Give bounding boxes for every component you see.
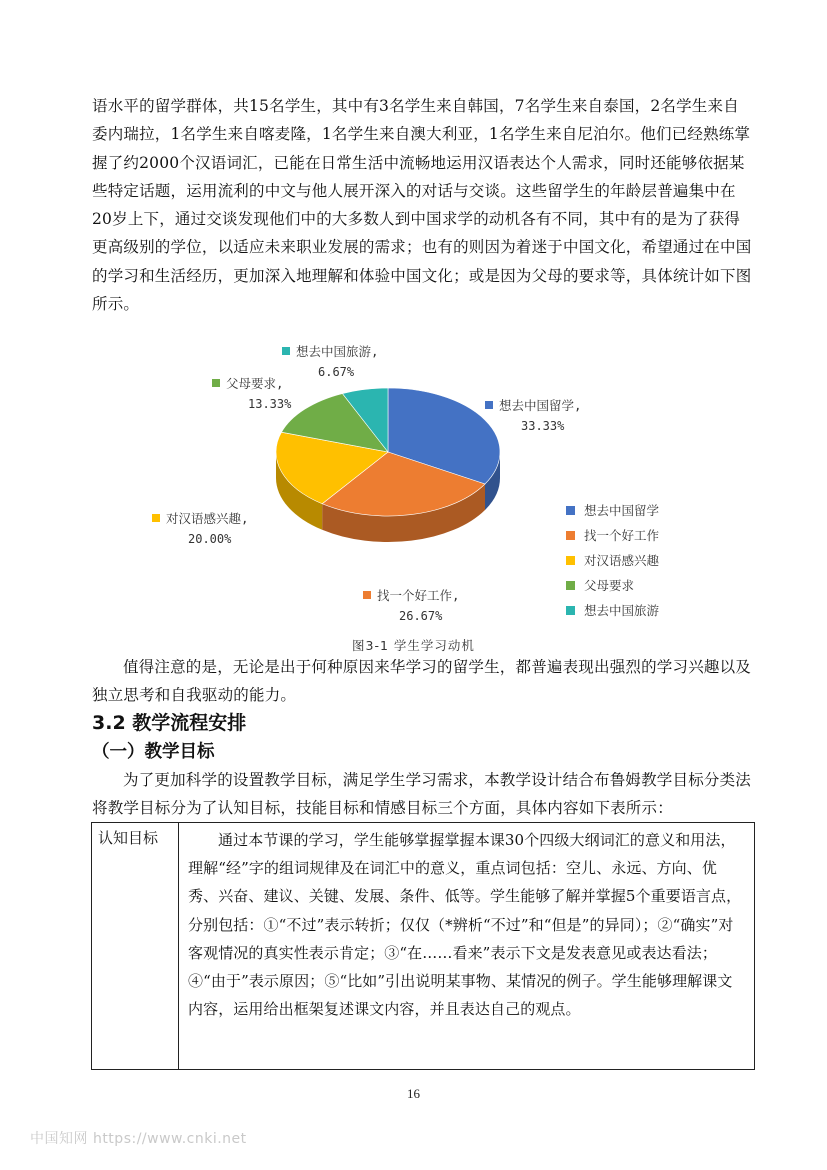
label-swatch-3: [212, 379, 220, 387]
slice-value-1: 26.67%: [399, 609, 443, 623]
slice-label-4: 想去中国旅游,: [296, 344, 379, 359]
chart-caption: 图3-1 学生学习动机: [352, 638, 475, 653]
legend-label-3: 父母要求: [584, 578, 635, 593]
legend-swatch-1: [566, 531, 575, 540]
legend-swatch-3: [566, 581, 575, 590]
page-number: 16: [407, 1086, 420, 1101]
label-swatch-1: [363, 591, 371, 599]
table-content-cell: 通过本节课的学习，学生能够掌握掌握本课30个四级大纲词汇的意义和用法，理解“经”字的组词规律及在词汇中的意义，重点词包括：空儿、永远、方向、优秀、兴奋、建议、关键、发展、条件、低等。学生能够了解并掌握5个重要语言点，分别包括：①“不过”表示转折；仅仅（*辨析“不过”和“但是”的异同）；②“确实”对客观情况的真实性表示肯定；③“在……看来”表示下文是发表意见或表达看法；④“由于”表示原因；⑤“比如”引出说明某事物、某情况的例子。学生能够理解课文内容，运用给出框架复述课文内容，并且表达自己的观点。: [188, 831, 742, 1019]
legend-label-2: 对汉语感兴趣: [584, 553, 660, 568]
legend-swatch-0: [566, 506, 575, 515]
table-label-cell: 认知目标: [92, 823, 179, 1069]
legend-swatch-2: [566, 556, 575, 565]
slice-value-3: 13.33%: [248, 397, 292, 411]
chart-legend: [566, 503, 660, 618]
slice-label-3: 父母要求,: [226, 376, 284, 391]
slice-label-1: 找一个好工作,: [377, 588, 460, 603]
legend-label-0: 想去中国留学: [584, 503, 660, 518]
slice-label-0: 想去中国留学,: [499, 398, 582, 413]
label-swatch-2: [152, 514, 160, 522]
legend-label-4: 想去中国旅游: [584, 603, 660, 618]
legend-swatch-4: [566, 606, 575, 615]
label-swatch-4: [282, 347, 290, 355]
slice-label-2: 对汉语感兴趣,: [166, 511, 249, 526]
slice-value-2: 20.00%: [188, 532, 232, 546]
subsection-heading: （一）教学目标: [92, 742, 215, 762]
label-swatch-0: [485, 401, 493, 409]
legend-label-1: 找一个好工作: [584, 528, 660, 543]
goals-table: [91, 822, 755, 1070]
paragraph-intro: 语水平的留学群体，共15名学生，其中有3名学生来自韩国，7名学生来自泰国，2名学生来自委内瑞拉，1名学生来自喀麦隆，1名学生来自澳大利亚，1名学生来自尼泊尔。他们已经熟练掌握了约2000个汉语词汇，已能在日常生活中流畅地运用汉语表达个人需求，同时还能够依据某些特定话题，运用流利的中文与他人展开深入的对话与交谈。这些留学生的年龄层普遍集中在20岁上下，通过交谈发现他们中的大多数人到中国求学的动机各有不同，其中有的是为了获得更高级别的学位，以适应未来职业发展的需求；也有的则因为着迷于中国文化，希望通过在中国的学习和生活经历，更加深入地理解和体验中国文化；或是因为父母的要求等，具体统计如下图所示。: [92, 97, 752, 314]
paragraph-goals-intro: 为了更加科学的设置教学目标，满足学生学习需求，本教学设计结合布鲁姆教学目标分类法将教学目标分为了认知目标，技能目标和情感目标三个方面，具体内容如下表所示：: [92, 771, 752, 818]
pie-slices: [276, 388, 500, 516]
slice-value-4: 6.67%: [318, 365, 355, 379]
section-heading: 3.2 教学流程安排: [92, 712, 247, 734]
paragraph-note: 值得注意的是，无论是出于何种原因来华学习的留学生，都普遍表现出强烈的学习兴趣以及独立思考和自我驱动的能力。: [92, 658, 752, 705]
pie-chart: [140, 340, 700, 640]
watermark: 中国知网 https://www.cnki.net: [30, 1131, 247, 1147]
slice-value-0: 33.33%: [521, 419, 565, 433]
